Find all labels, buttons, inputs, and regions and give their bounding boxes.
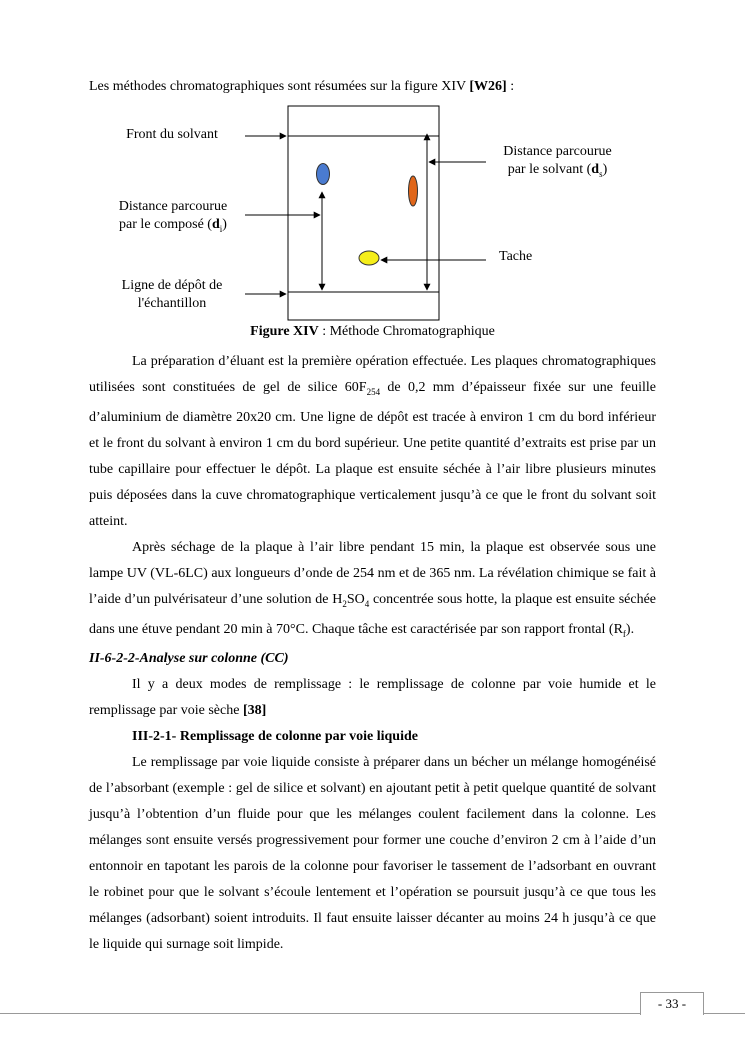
blue-spot — [317, 164, 330, 185]
tlc-plate — [288, 106, 439, 320]
p1-subscript: 254 — [366, 386, 381, 397]
p2-part-c: concentrée sous hotte, la plaque est ensuite séchée dans une étuve pendant 20 min à 70°C. Chaque tâche est caractérisée par son rapport frontal (R — [89, 591, 656, 637]
di-line2 — [103, 216, 243, 238]
p3-reference: [38] — [242, 703, 267, 719]
di-symbol: d — [211, 217, 220, 232]
deposit-line2: l'échantillon — [137, 296, 207, 311]
p2-part-b: SO — [346, 591, 365, 607]
p3-text: Il y a deux modes de remplissage : le remplissage de colonne par voie humide et le remplissage par voie sèche — [89, 677, 656, 719]
p2-subscript-3: f — [622, 628, 626, 639]
di-close: ) — [222, 217, 227, 232]
p2-subscript-2: 4 — [364, 598, 370, 609]
di-subscript: i — [219, 223, 223, 234]
caption-bold: Figure XIV — [250, 324, 319, 339]
ds-text: par le solvant ( — [507, 162, 592, 177]
paragraph-4: Le remplissage par voie liquide consiste à préparer dans un bécher un mélange homogénéisé de l’absorbant (exemple : gel de silice et solvant) en ajoutant petit à petit quelque quantité de solvant jusqu’à l’obtention d’un fluide pour que les mélanges coulent facilement dans la colonne. Les mélanges sont ensuite versés progressivement pour former une couche d’environ 2 cm à l’aide d’un entonnoir en tapotant les parois de la colonne pour favoriser le tassement de l’adsorbant en ouvrant le robinet pour que le solvant s’écoule lentement et l’opération se poursuit jusqu’à ce que tous les mélanges (adsorbant) soient introduits. Il faut ensuite laisser décanter au moins 24 h jusqu’à ce que le liquide qui surnage soit limpide. — [89, 755, 656, 953]
p2-part-d: ). — [625, 621, 635, 637]
label-tache: Tache — [499, 249, 533, 264]
orange-spot — [409, 176, 418, 206]
label-distance-solvent — [485, 143, 630, 183]
label-deposit-line — [106, 277, 238, 313]
chromatography-figure — [0, 0, 745, 345]
paragraph-1 — [89, 349, 656, 535]
p2-subscript-1: 2 — [342, 598, 347, 609]
figure-caption — [0, 324, 745, 340]
ds-close: ) — [602, 162, 608, 177]
ds-line2 — [485, 161, 630, 183]
label-distance-compound — [103, 198, 243, 238]
p2-part-a: Après séchage de la plaque à l’air libre pendant 15 min, la plaque est observée sous une lampe UV (VL-6LC) aux longueurs d’onde de 254 nm et de 365 nm. La révélation chimique se fait à l’aide d’un pulvérisateur d’une solution de H — [89, 539, 656, 607]
page-number: - 33 - — [640, 992, 704, 1015]
ds-line1: Distance parcourue — [503, 144, 612, 159]
footer-rule — [0, 1013, 745, 1014]
intro-reference: [W26] — [469, 79, 507, 94]
intro-suffix: : — [506, 79, 515, 94]
ds-symbol: d — [591, 162, 600, 177]
body-text — [89, 349, 656, 958]
label-solvent-front: Front du solvant — [126, 127, 218, 142]
caption-rest: : Méthode Chromatographique — [318, 324, 495, 339]
deposit-line1: Ligne de dépôt de — [121, 278, 223, 293]
paragraph-3 — [89, 672, 656, 724]
ds-subscript: s — [599, 168, 603, 179]
intro-text: Les méthodes chromatographiques sont résumées sur la figure XIV — [89, 79, 466, 94]
di-line1: Distance parcourue — [118, 199, 228, 214]
di-text: par le composé ( — [119, 217, 212, 232]
yellow-spot — [359, 251, 379, 265]
p1-part-b: de 0,2 mm d’épaisseur fixée sur une feuille d’aluminium de diamètre 20x20 cm. Une ligne de dépôt est tracée à environ 1 cm du bord inférieur et le front du solvant à environ 1 cm du bord supérieur. Une petite quantité d’extraits est prise par un tube capillaire pour effectuer le dépôt. La plaque est ensuite séchée à l’air libre plusieurs minutes puis déposées dans la cuve chromatographique verticalement jusqu’à ce que le front du solvant soit atteint. — [89, 380, 656, 529]
p1-part-a: La préparation d’éluant est la première opération effectuée. Les plaques chromatographiques utilisées sont constituées de gel de silice 60F — [89, 354, 656, 395]
section-heading: II-6-2-2-Analyse sur colonne (CC) — [89, 651, 289, 667]
paragraph-2 — [89, 535, 656, 647]
subsection-heading: III-2-1- Remplissage de colonne par voie liquide — [132, 729, 418, 745]
